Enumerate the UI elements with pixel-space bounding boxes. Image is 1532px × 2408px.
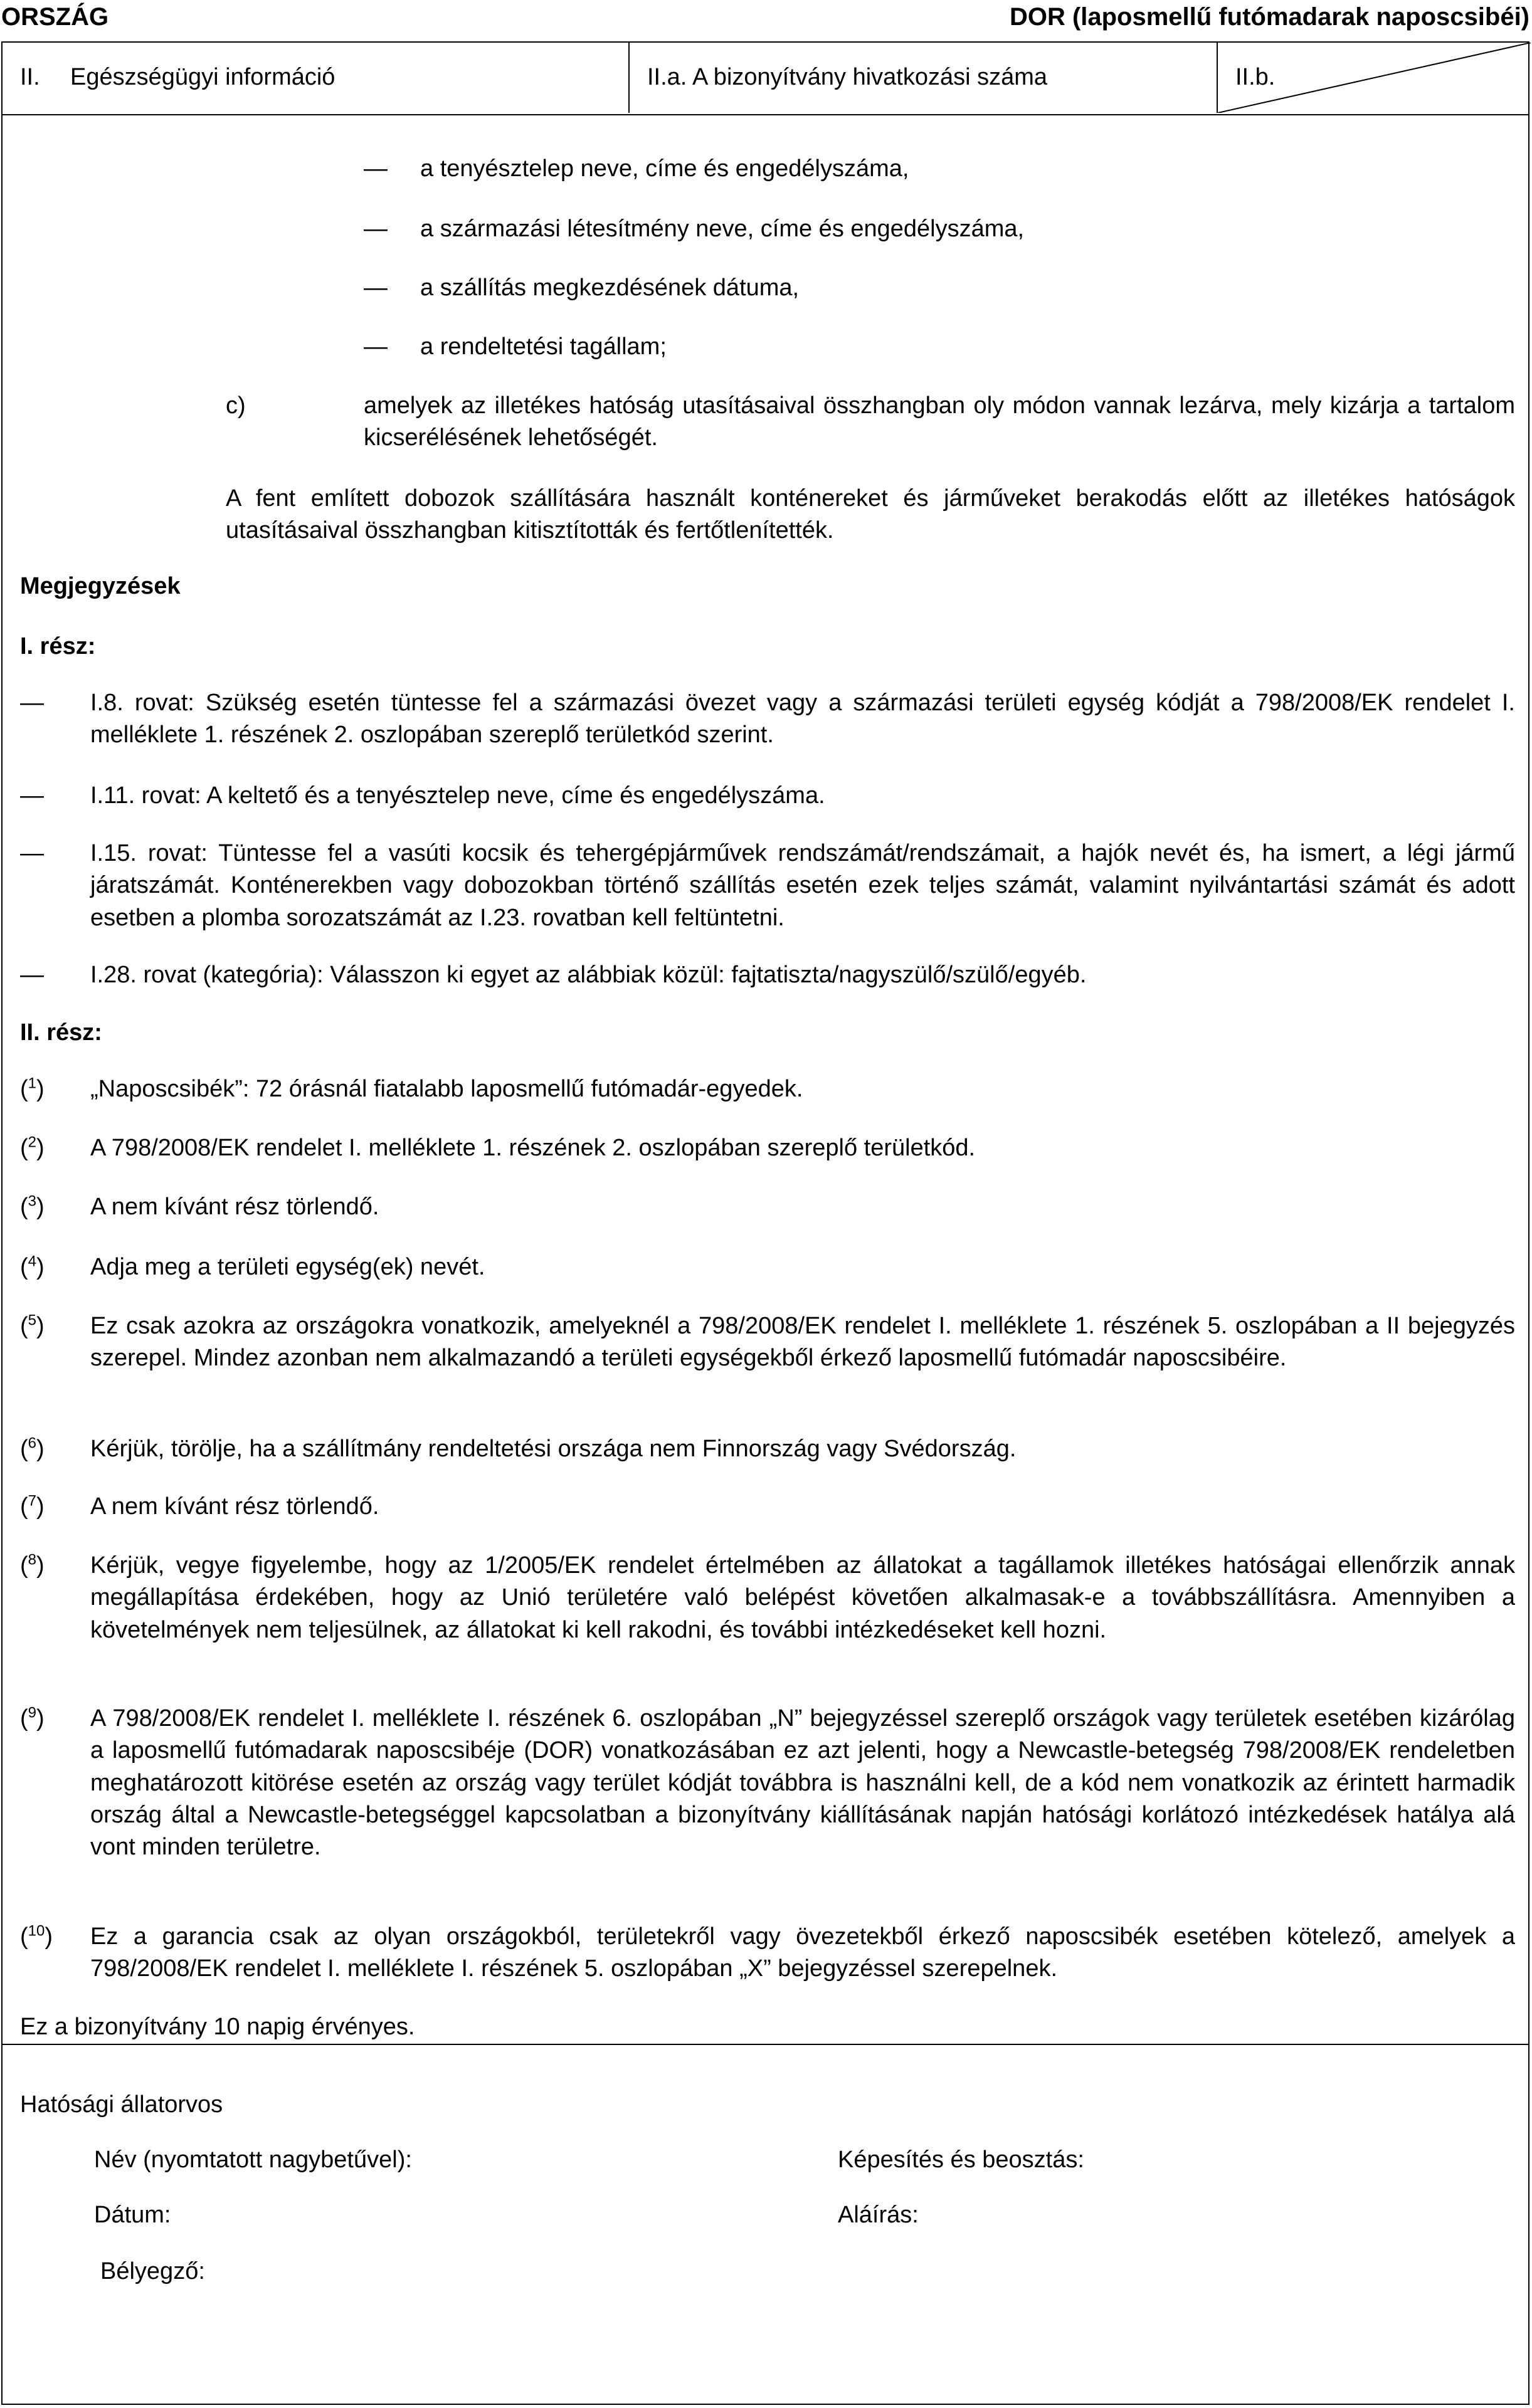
part1-item: I.15. rovat: Tüntesse fel a vasúti kocsik és tehergépjárművek rendszámát/rendszámait, a hajók nevét és, ha ismert, a légi jármű járatszámát. Konténerekben vagy dobozokban történő szállítás esetén ezek teljes számát, valamint nyilvántartási számát és adott esetben a plomba sorozatszámát az I.23. rovatban kell feltüntetni. xyxy=(90,840,1515,931)
dash-icon: — xyxy=(20,840,44,866)
footnote-text: Kérjük, törölje, ha a szállítmány rendeltetési országa nem Finnország vagy Svédország. xyxy=(90,1436,1017,1462)
footnote-text: A nem kívánt rész törlendő. xyxy=(90,1194,379,1220)
dash-icon: — xyxy=(364,216,388,242)
dash-icon: — xyxy=(20,782,44,809)
footnote-marker: ($^7$) xyxy=(20,1492,45,1520)
footnote-marker: ($^1$) xyxy=(20,1075,45,1102)
date-label: Dátum: xyxy=(94,2202,171,2228)
footnote-text: Kérjük, vegye figyelembe, hogy az 1/2005/EK rendelet értelmében az állatokat a tagállamok illetékes hatóságai ellenőrzik annak megállapítása érdekében, hogy az Unió területére való belépést követően alkalmasak-e a továbbszállításra. Amennyiben a követelmények nem teljesülnek, az állatokat ki kell rakodni, és további intézkedéseket kell hozni. xyxy=(90,1552,1515,1643)
certificate-frame xyxy=(1,41,1529,2405)
country-label: ORSZÁG xyxy=(1,3,109,31)
stamp-label: Bélyegző: xyxy=(100,2258,205,2284)
list-item: a tenyésztelep neve, címe és engedélyszáma, xyxy=(420,155,909,182)
footnote-marker: ($^9$) xyxy=(20,1704,45,1732)
health-info-cell xyxy=(3,43,628,113)
dash-icon: — xyxy=(20,962,44,988)
footnote-marker: ($^4$) xyxy=(20,1253,45,1280)
species-label: DOR (laposmellű futómadarak naposcsibéi) xyxy=(1009,3,1529,31)
item-c-text: amelyek az illetékes hatóság utasításaival összhangban oly módon vannak lezárva, mely kizárja a tartalom kicserélésének lehetőségét. xyxy=(364,392,1515,451)
footnote-text: „Naposcsibék”: 72 órásnál fiatalabb laposmellű futómadár-egyedek. xyxy=(90,1076,803,1102)
footnote-marker: ($^{10}$) xyxy=(20,1922,53,1950)
signature-label: Aláírás: xyxy=(838,2202,919,2228)
part1-item: I.28. rovat (kategória): Válasszon ki egyet az alábbiak közül: fajtatiszta/nagyszülő/szülő/egyéb. xyxy=(90,962,1087,988)
footnote-text: A nem kívánt rész törlendő. xyxy=(90,1493,379,1520)
footnote-text: Ez a garancia csak az olyan országokból, területekről vagy övezetekből érkező naposcsibék esetében kötelező, amelyek a 798/2008/EK rendelet I. melléklete I. részének 5. oszlopában „X” bejegyzéssel szerepelnek. xyxy=(90,1923,1515,1982)
list-item: a rendeltetési tagállam; xyxy=(420,334,667,360)
part1-item: I.11. rovat: A keltető és a tenyésztelep neve, címe és engedélyszáma. xyxy=(90,782,825,809)
validity-text: Ez a bizonyítvány 10 napig érvényes. xyxy=(20,2014,415,2040)
part1-heading: I. rész: xyxy=(20,633,96,660)
diagonal-line-icon xyxy=(1218,43,1531,113)
health-info-number: II. xyxy=(20,64,40,91)
dash-icon: — xyxy=(20,690,44,716)
section-header-row xyxy=(3,43,1528,115)
footnote-marker: ($^8$) xyxy=(20,1551,45,1579)
footnote-text: Ez csak azokra az országokra vonatkozik, amelyeknél a 798/2008/EK rendelet I. melléklete 1. részének 5. oszlopában a II bejegyzés szerepel. Mindez azonban nem alkalmazandó a területi egységekből érkező laposmellű futómadár naposcsibéire. xyxy=(90,1313,1515,1372)
footnote-marker: ($^6$) xyxy=(20,1434,45,1462)
reference-number-label: A bizonyítvány hivatkozási száma xyxy=(692,64,1048,91)
footnote-marker: ($^3$) xyxy=(20,1192,45,1220)
dash-icon: — xyxy=(364,155,388,182)
reference-number-number: II.a. xyxy=(647,64,687,91)
signature-divider xyxy=(3,2044,1528,2046)
reference-number-cell xyxy=(628,43,1218,113)
footnote-marker: ($^5$) xyxy=(20,1312,45,1339)
dash-icon: — xyxy=(364,275,388,301)
official-vet-title: Hatósági állatorvos xyxy=(20,2091,223,2118)
container-paragraph: A fent említett dobozok szállítására használt konténereket és járműveket berakodás előtt az illetékes hatóságok utasításaival összhangban kitisztították és fertőtlenítették. xyxy=(226,485,1515,544)
item-c-label: c) xyxy=(226,392,246,419)
footnote-text: A 798/2008/EK rendelet I. melléklete I. részének 6. oszlopában „N” bejegyzéssel szereplő országok vagy területek esetében kizárólag a laposmellű futómadarak naposcsibéje (DOR) vonatkozásában ez azt jelenti, hogy a Newcastle-betegség 798/2008/EK rendeletben meghatározott kitörése esetén az ország vagy terület kódját továbbra is használni kell, de a kód nem vonatkozik az érintett harmadik ország által a Newcastle-betegséggel kapcsolatban a bizonyítvány kiállításának napján hatósági korlátozó intézkedések hatálya alá vont minden területre. xyxy=(90,1705,1515,1861)
dash-icon: — xyxy=(364,334,388,360)
name-label: Név (nyomtatott nagybetűvel): xyxy=(94,2147,412,2173)
notes-heading: Megjegyzések xyxy=(20,573,181,599)
footnote-text: A 798/2008/EK rendelet I. melléklete 1. részének 2. oszlopában szereplő területkód. xyxy=(90,1135,976,1161)
list-item: a szállítás megkezdésének dátuma, xyxy=(420,275,800,301)
iib-cell xyxy=(1217,43,1531,113)
footnote-text: Adja meg a területi egység(ek) nevét. xyxy=(90,1254,485,1280)
iib-number: II.b. xyxy=(1235,64,1276,91)
list-item: a származási létesítmény neve, címe és engedélyszáma, xyxy=(420,216,1025,242)
health-info-label: Egészségügyi információ xyxy=(70,64,335,91)
footnote-marker: ($^2$) xyxy=(20,1133,45,1161)
qualification-label: Képesítés és beosztás: xyxy=(838,2147,1084,2173)
page-header xyxy=(0,0,1532,41)
part1-item: I.8. rovat: Szükség esetén tüntesse fel a származási övezet vagy a származási területi egység kódját a 798/2008/EK rendelet I. melléklete 1. részének 2. oszlopában szereplő területkód szerint. xyxy=(90,690,1515,749)
part2-heading: II. rész: xyxy=(20,1019,102,1046)
